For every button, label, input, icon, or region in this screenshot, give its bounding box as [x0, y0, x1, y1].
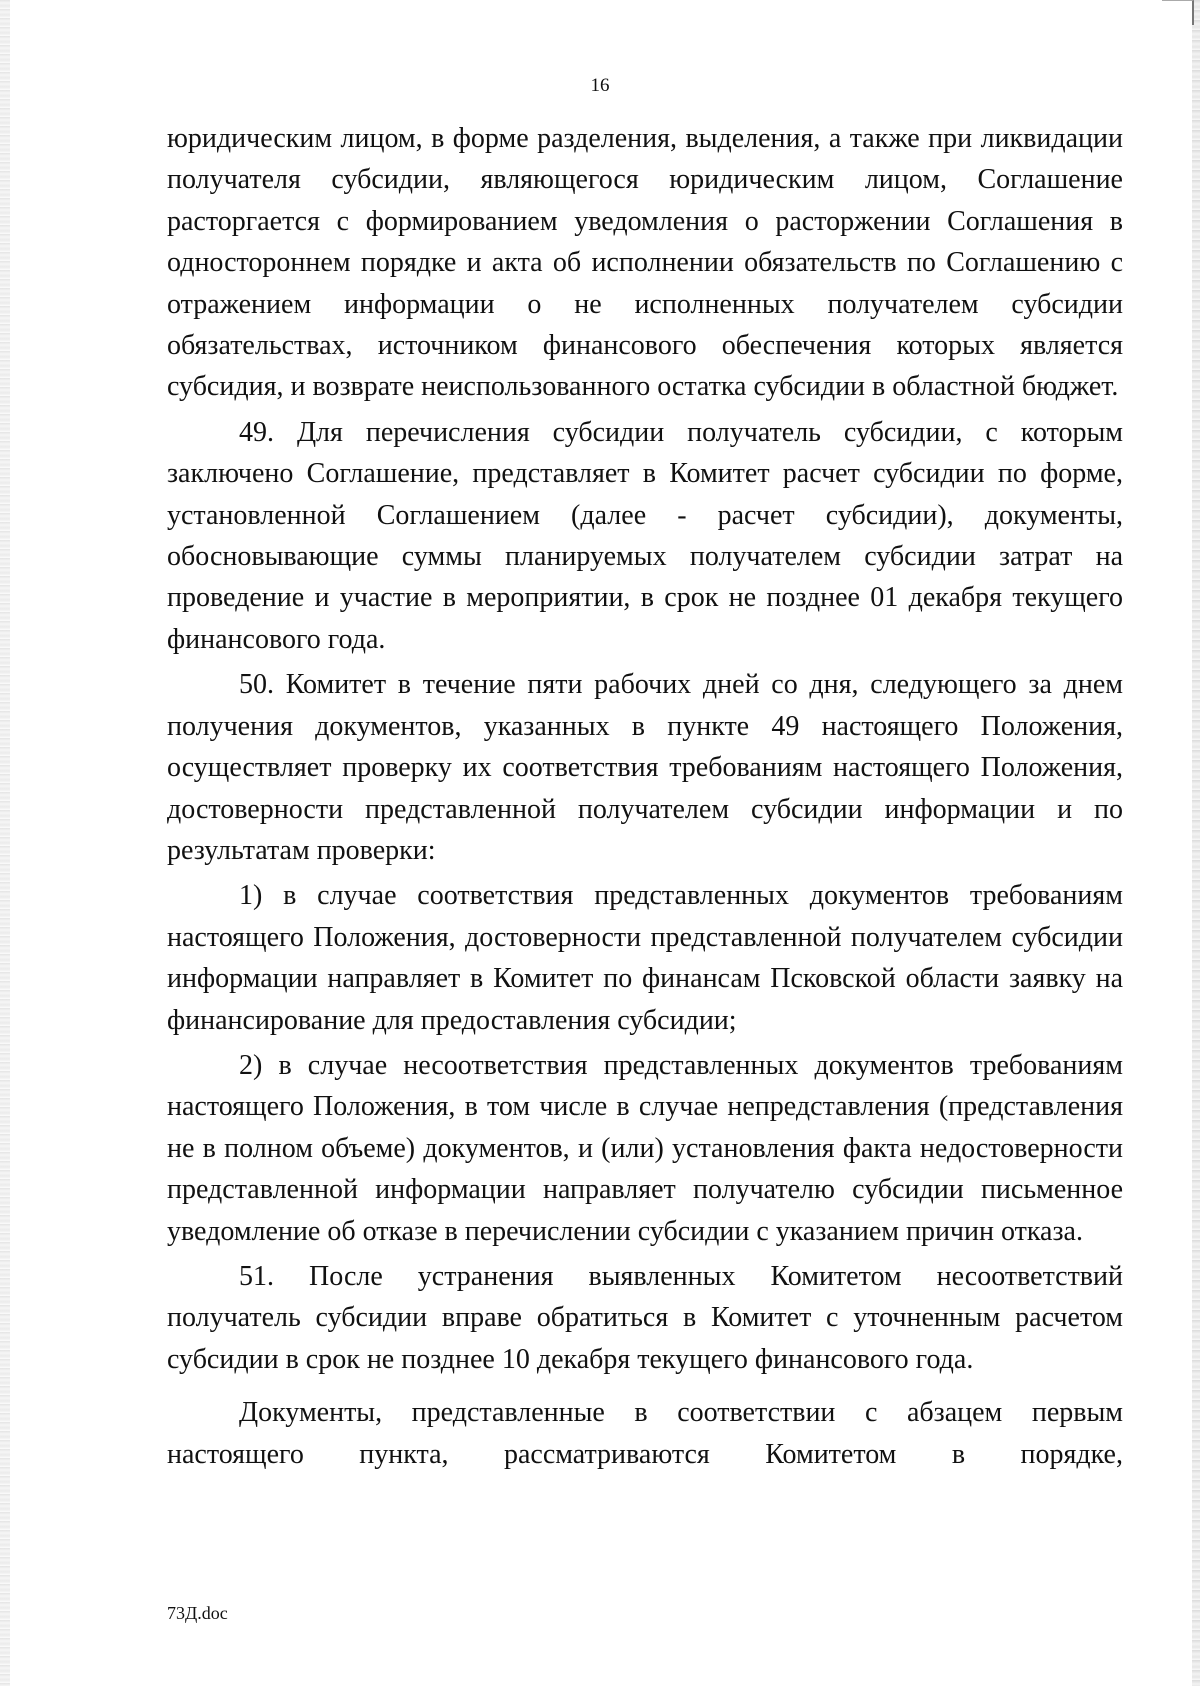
paragraph-50-item-1: 1) в случае соответствия представленных документов требованиям настоящего Положения, достоверности представленной получателем субсидии информации направляет в Комитет по финансам Псковской области заявку на финансирование для предоставления субсидии;	[167, 880, 1123, 1036]
paragraph-49: 49. Для перечисления субсидии получатель субсидии, с которым заключено Соглашение, представляет в Комитет расчет субсидии по форме, установленной Соглашением (далее - расчет субсидии), документы, обосновывающие суммы планируемых получателем субсидии затрат на проведение и участие в мероприятии, в срок не позднее 01 декабря текущего финансового года.	[167, 416, 1123, 655]
paragraph-51: 51. После устранения выявленных Комитетом несоответствий получатель субсидии вправе обратиться в Комитет с уточненным расчетом субсидии в срок не позднее 10 декабря текущего финансового года.	[167, 1260, 1123, 1375]
paragraph-50: 50. Комитет в течение пяти рабочих дней со дня, следующего за днем получения документов, указанных в пункте 49 настоящего Положения, осуществляет проверку их соответствия требованиям настоящего Положения, достоверности представленной получателем субсидии информации и по результатам проверки:	[167, 669, 1123, 866]
scan-edge-left	[0, 0, 10, 1686]
page-number: 16	[590, 75, 610, 96]
scan-corner-mark	[1162, 0, 1194, 25]
paragraph-50-item-2: 2) в случае несоответствия представленных документов требованиям настоящего Положения, в том числе в случае непредставления (представления не в полном объеме) документов, и (или) установления факта недостоверности представленной информации направляет получателю субсидии письменное уведомление об отказе в перечислении субсидии с указанием причин отказа.	[167, 1049, 1123, 1247]
scan-edge-right	[1192, 0, 1200, 1686]
paragraph-continuation: юридическим лицом, в форме разделения, выделения, а также при ликвидации получателя субсидии, являющегося юридическим лицом, Соглашение расторгается с формированием уведомления о расторжении Соглашения в одностороннем порядке и акта об исполнении обязательств по Соглашению с отражением информации о не исполненных получателем субсидии обязательствах, источником финансового обеспечения которых является субсидия, и возврате неиспользованного остатка субсидии в областной бюджет.	[167, 123, 1123, 403]
footer-filename: 73Д.doc	[167, 1603, 228, 1623]
document-body	[167, 118, 1123, 1475]
paragraph-51-documents: Документы, представленные в соответствии с абзацем первым настоящего пункта, рассматриваются Комитетом в порядке,	[167, 1397, 1123, 1470]
